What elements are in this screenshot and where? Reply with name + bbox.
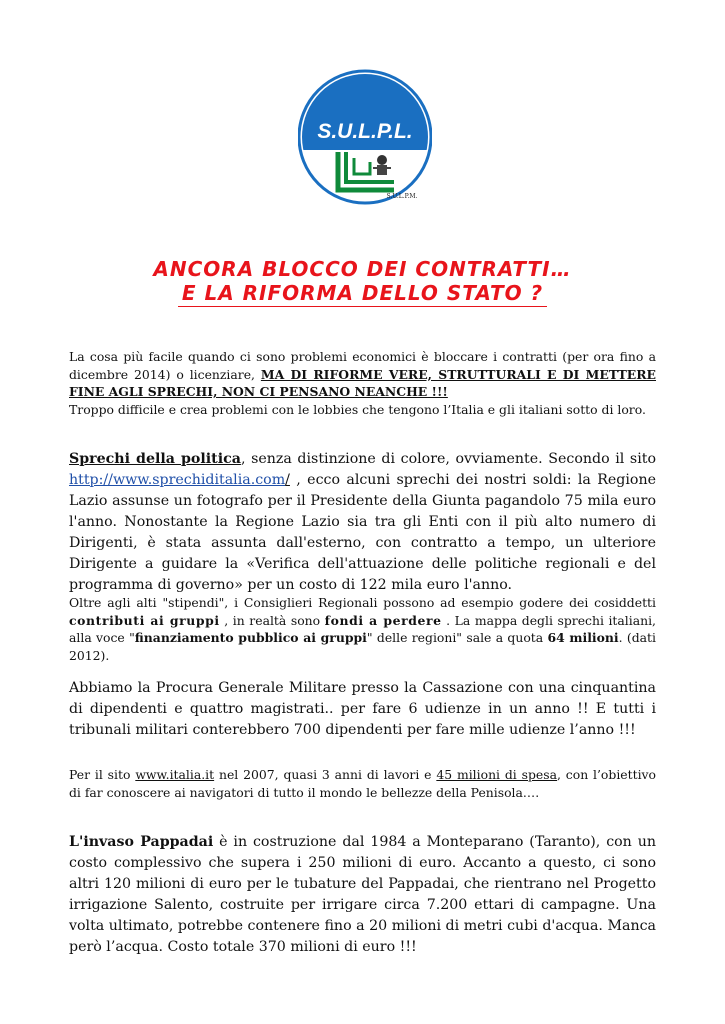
logo-sub-label: S.U.L.P.M.	[386, 193, 418, 200]
logo-acronym: S.U.L.P.L.	[317, 120, 413, 143]
pappadai-heading: L'invaso Pappadai	[69, 834, 214, 850]
sulpl-logo	[298, 62, 432, 212]
paragraph-political-waste: Sprechi della politica, senza distinzione di colore, ovviamente. Secondo il sito http://www.sprechiditalia.com/ , ecco alcuni sprechi dei nostri soldi: la Regione Lazio assunse un fotografo per il Presidente della Giunta pagandolo 75 mila euro l'anno. Nonostante la Regione Lazio sia tra gli Enti con il più alto numero di Dirigenti, è stata assunta dall'esterno, con contratto a tempo, un ulteriore Dirigente a guidare la «Verifica dell'attuazione delle politiche regionali e del programma di governo» per un costo di 122 mila euro l'anno.	[69, 451, 656, 593]
italia-it-link[interactable]: www.italia.it	[135, 767, 215, 782]
paragraph-pappadai: L'invaso Pappadai è in costruzione dal 1984 a Monteparano (Taranto), con un costo complessivo che supera i 250 milioni di euro. Accanto a questo, ci sono altri 120 milioni di euro per le tubature del Pappadai, che rientrano nel Progetto irrigazione Salento, costruite per irrigare circa 7.200 ettari di campagne. Una volta ultimato, potrebbe contenere fino a 20 milioni di metri cubi d'acqua. Manca però l’acqua. Costo totale 370 milioni di euro !!!	[69, 834, 656, 955]
title-underline	[178, 306, 547, 307]
title-line-2: E LA RIFORMA DELLO STATO ?	[181, 281, 544, 305]
political-waste-heading: Sprechi della politica	[69, 451, 241, 467]
paragraph-military-courts: Abbiamo la Procura Generale Militare presso la Cassazione con una cinquantina di dipendenti e quattro magistrati.. per fare 6 udienze in un anno !! E tutti i tribunali militari conterebbero 700 dipendenti per fare mille udienze l’anno !!!	[69, 680, 656, 738]
title-line-1: ANCORA BLOCCO DEI CONTRATTI…	[153, 257, 572, 281]
reform-callout: MA DI RIFORME VERE, STRUTTURALI E DI METTERE FINE AGLI SPRECHI, NON CI PENSANO NEANCHE !!!	[69, 366, 656, 399]
paragraph-lobbies: Troppo difficile e crea problemi con le lobbies che tengono l’Italia e gli italiani sotto di loro.	[69, 402, 646, 417]
sprechiditalia-link[interactable]: http://www.sprechiditalia.com	[69, 472, 286, 488]
paragraph-regional-funding: Oltre agli alti "stipendi", i Consiglieri Regionali possono ad esempio godere dei cosiddetti contributi ai gruppi , in realtà sono fondi a perdere . La mappa degli sprechi italiani, alla voce "finanziamento pubblico ai gruppi" delle regioni" sale a quota 64 milioni. (dati 2012).	[69, 595, 656, 663]
paragraph-italia-it: Per il sito www.italia.it nel 2007, quasi 3 anni di lavori e 45 milioni di spesa, con l’obiettivo di far conoscere ai navigatori di tutto il mondo le bellezze della Penisola.…	[69, 767, 657, 800]
paragraph-intro: La cosa più facile quando ci sono problemi economici è bloccare i contratti (per ora fino a dicembre 2014) o licenziare, MA DI RIFORME VERE, STRUTTURALI E DI METTERE FINE AGLI SPRECHI, NON CI PENSANO NEANCHE !!!	[69, 349, 656, 399]
